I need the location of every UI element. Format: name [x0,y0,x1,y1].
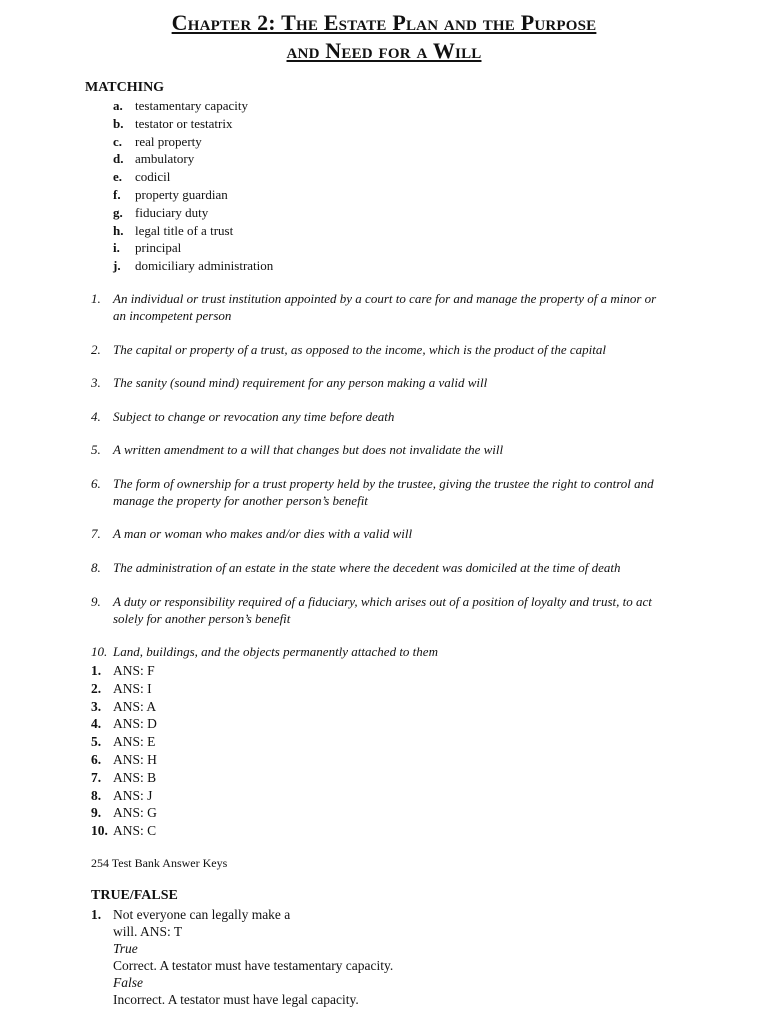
tf-question-number: 1. [91,907,102,922]
tf-false-feedback: Incorrect. A testator must have legal capacity. [113,992,359,1007]
matching-question [91,525,661,542]
true-false-item [91,906,393,1008]
matching-question [91,290,661,324]
term-letter: c. [113,133,123,149]
term-letter: h. [113,222,124,238]
term-text: codicil [135,169,171,185]
matching-question [91,408,661,425]
term-letter: e. [113,169,123,185]
term-text: real property [135,133,202,149]
matching-question [91,441,661,458]
term-letter: j. [113,258,121,274]
answer-text: ANS: B [113,769,157,785]
term-text: fiduciary duty [135,204,209,220]
chapter-title-line1: Chapter 2: The Estate Plan and the Purpose [171,10,597,35]
term-letter: g. [113,204,123,220]
term-item [113,186,273,204]
tf-question-line1: Not everyone can legally make a [113,907,291,922]
matching-question [91,475,661,509]
term-text: property guardian [135,186,228,202]
term-letter: f. [113,186,121,202]
answer-item [91,751,157,769]
true-false-heading: TRUE/FALSE [91,888,178,903]
answer-number: 4. [91,716,102,732]
term-item [113,239,273,257]
term-item [113,115,273,133]
matching-question [91,559,671,576]
term-text: testamentary capacity [135,98,248,113]
answer-item [91,715,157,733]
answer-item [91,698,157,716]
answer-key-list [91,662,157,840]
question-number: 9. [91,594,101,609]
answer-item [91,662,157,680]
tf-true-label: True [113,941,138,956]
question-text: The administration of an estate in the state where the decedent was domiciled at the time of death [113,560,621,575]
term-item [113,168,273,186]
term-item [113,150,273,168]
tf-false-label: False [113,975,143,990]
question-text: Land, buildings, and the objects permanently attached to them [113,644,438,659]
question-text: The sanity (sound mind) requirement for any person making a valid will [113,375,488,390]
answer-number: 6. [91,751,102,767]
term-letter: d. [113,151,124,167]
answer-number: 1. [91,663,102,678]
term-item [113,97,273,115]
term-item [113,222,273,240]
answer-number: 9. [91,805,102,821]
answer-text: ANS: J [113,787,153,803]
question-text: The capital or property of a trust, as opposed to the income, which is the product of the capital [113,342,606,357]
question-number: 8. [91,560,101,575]
answer-item [91,769,157,787]
chapter-title-line2: and Need for a Will [286,38,482,63]
matching-question [91,341,661,358]
answer-text: ANS: A [113,698,157,714]
page-footer: 254 Test Bank Answer Keys [91,856,228,870]
question-number: 3. [91,375,101,390]
answer-number: 2. [91,680,102,696]
answer-item [91,822,157,840]
tf-question-line2: will. ANS: T [113,924,183,939]
question-number: 7. [91,526,101,541]
question-number: 2. [91,342,101,357]
term-letter: i. [113,240,120,256]
answer-text: ANS: D [113,716,157,732]
answer-number: 7. [91,769,102,785]
answer-item [91,787,157,805]
term-text: legal title of a trust [135,222,234,238]
answer-item [91,733,157,751]
answer-number: 5. [91,734,102,750]
answer-text: ANS: H [113,751,157,767]
term-text: ambulatory [135,151,195,167]
question-text: A duty or responsibility required of a fiduciary, which arises out of a position of loyalty and trust, to act solely for another person’s benefit [113,594,652,626]
tf-true-feedback: Correct. A testator must have testamentary capacity. [113,958,394,973]
question-text: The form of ownership for a trust property held by the trustee, giving the trustee the right to control and manage the property for another person’s benefit [113,476,654,508]
matching-terms-list [113,97,273,275]
question-number: 6. [91,476,101,491]
matching-question [91,643,661,660]
matching-heading: MATCHING [85,80,165,95]
matching-question [91,593,661,627]
term-text: testator or testatrix [135,115,233,131]
question-text: A man or woman who makes and/or dies with a valid will [113,526,413,541]
answer-text: ANS: E [113,734,156,750]
question-number: 5. [91,442,101,457]
question-text: Subject to change or revocation any time before death [113,409,395,424]
question-number: 4. [91,409,101,424]
answer-number: 10. [91,823,108,839]
term-letter: b. [113,115,124,131]
question-text: A written amendment to a will that changes but does not invalidate the will [113,442,504,457]
term-item [113,133,273,151]
question-number: 10. [91,644,108,659]
term-text: principal [135,240,182,256]
term-text: domiciliary administration [135,258,274,274]
question-text: An individual or trust institution appointed by a court to care for and manage the property of a minor or an incompetent person [113,291,657,323]
question-number: 1. [91,291,101,306]
answer-number: 8. [91,787,102,803]
answer-item [91,680,157,698]
matching-question [91,374,661,391]
answer-text: ANS: I [113,680,152,696]
term-letter: a. [113,98,123,113]
answer-text: ANS: F [113,663,155,678]
term-item [113,257,273,275]
answer-number: 3. [91,698,102,714]
answer-text: ANS: C [113,823,157,839]
answer-text: ANS: G [113,805,157,821]
term-item [113,204,273,222]
answer-item [91,804,157,822]
